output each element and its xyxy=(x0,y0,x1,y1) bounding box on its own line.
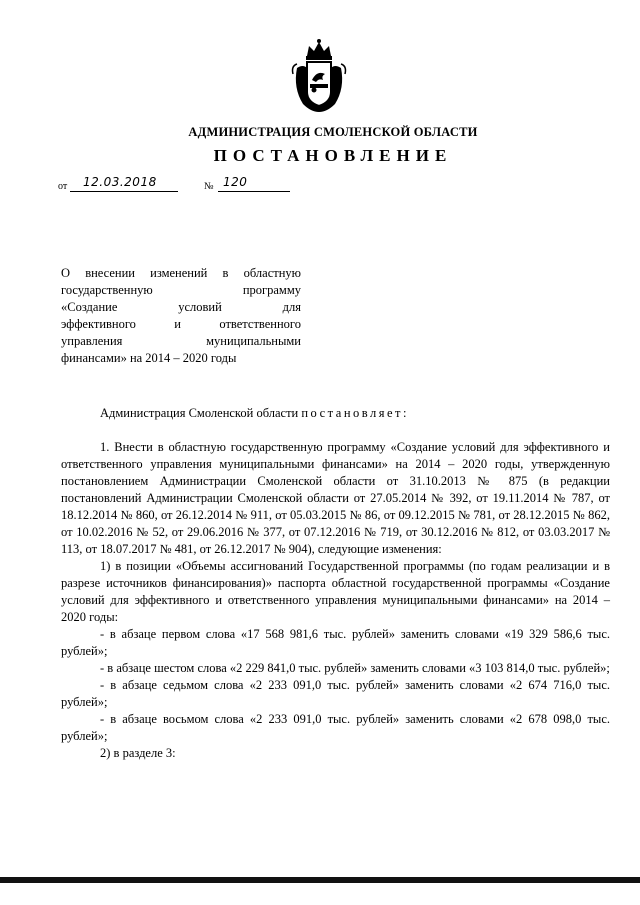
subject-line: «Создание условий для xyxy=(61,300,301,314)
intro-spaced-word: постановляет: xyxy=(301,406,409,420)
organization-name: АДМИНИСТРАЦИЯ СМОЛЕНСКОЙ ОБЛАСТИ xyxy=(188,125,478,139)
intro-paragraph xyxy=(61,405,610,422)
subject-line: государственную программу xyxy=(61,283,301,297)
date-value: 12.03.2018 xyxy=(83,175,157,189)
body-paragraph: - в абзаце седьмом слова «2 233 091,0 тыс. рублей» заменить словами «2 674 716,0 тыс. рублей»; xyxy=(61,678,610,709)
body-paragraph: - в абзаце первом слова «17 568 981,6 тыс. рублей» заменить словами «19 329 586,6 тыс. рублей»; xyxy=(61,627,610,658)
body-paragraph: 2) в разделе 3: xyxy=(100,746,176,760)
subject-line: управления муниципальными xyxy=(61,334,301,348)
body-paragraph: 1. Внести в областную государственную программу «Создание условий для эффективного и ответственного управления муниципальными финансами» на 2014 – 2020 годы, утвержденную постановлением Администрации Смоленской области от 31.10.2013 № 875 (в редакции постановлений Администрации Смоленской области от 27.05.2014 № 392, от 19.11.2014 № 787, от 18.12.2014 № 860, от 26.12.2014 № 911, от 05.03.2015 № 86, от 09.12.2015 № 781, от 28.12.2015 № 862, от 10.02.2016 № 52, от 29.06.2016 № 377, от 07.12.2016 № 719, от 30.12.2016 № 812, от 03.03.2017 № 113, от 18.07.2017 № 481, от 26.12.2017 № 904), следующие изменения: xyxy=(61,440,610,556)
coat-of-arms-emblem xyxy=(289,38,349,114)
subject-line: финансами» на 2014 – 2020 годы xyxy=(61,351,237,365)
subject-line: О внесении изменений в областную xyxy=(61,266,301,280)
subject-line: эффективного и ответственного xyxy=(61,317,301,331)
subject-block xyxy=(61,265,301,367)
number-prefix: № xyxy=(204,181,214,192)
body-paragraph: - в абзаце восьмом слова «2 233 091,0 тыс. рублей» заменить словами «2 678 098,0 тыс. рублей»; xyxy=(61,712,610,743)
intro-text: Администрация Смоленской области xyxy=(100,406,302,420)
document-type-title: ПОСТАНОВЛЕНИЕ xyxy=(213,146,453,165)
date-prefix: от xyxy=(58,181,68,192)
body-paragraph: - в абзаце шестом слова «2 229 841,0 тыс. рублей» заменить словами «3 103 814,0 тыс. рублей»; xyxy=(100,661,610,675)
number-value: 120 xyxy=(223,175,248,189)
scan-bottom-edge xyxy=(0,877,640,883)
date-underline xyxy=(70,191,178,192)
body-paragraph: 1) в позиции «Объемы ассигнований Государственной программы (по годам реализации и в разрезе источников финансирования)» паспорта областной государственной программы «Создание условий для эффективного и ответственного управления муниципальными финансами» на 2014 – 2020 годы: xyxy=(61,559,610,624)
document-body xyxy=(61,405,610,762)
number-underline xyxy=(218,191,290,192)
